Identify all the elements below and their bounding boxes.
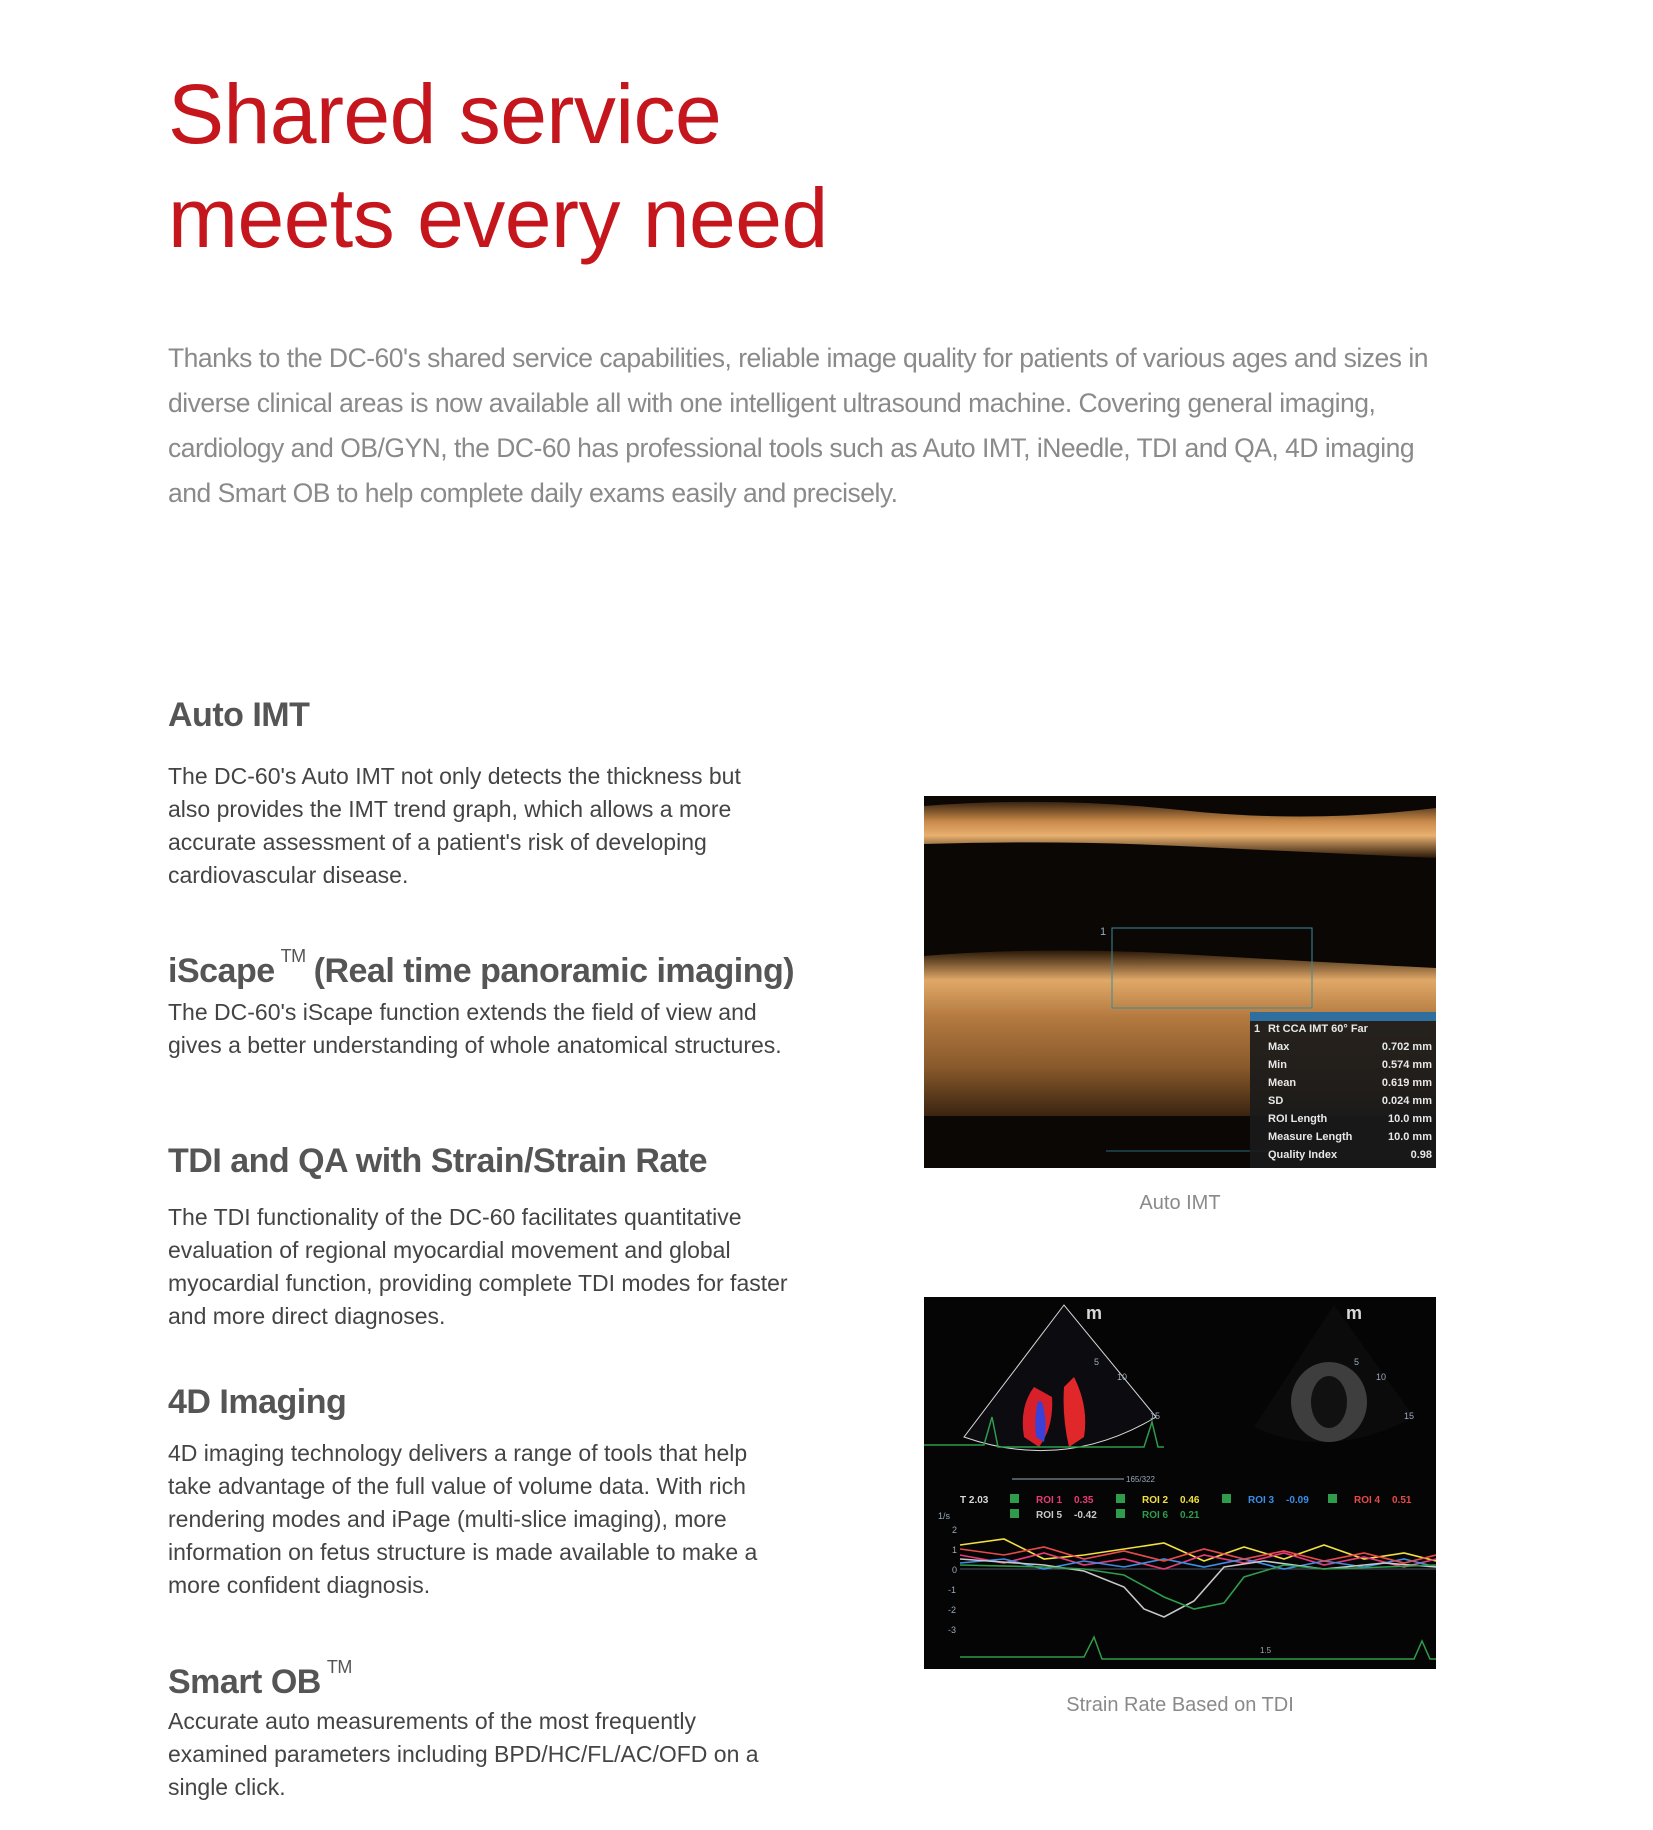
y-tick: 0 <box>952 1565 958 1575</box>
y-tick: 1 <box>952 1545 958 1555</box>
roi-checkbox <box>1010 1509 1019 1518</box>
roi-label: ROI 1 <box>1036 1495 1063 1506</box>
roi-value: 0.46 <box>1180 1495 1200 1506</box>
imt-row-value: 0.619 mm <box>1381 1077 1432 1089</box>
imt-row-label: Measure Length <box>1268 1131 1353 1143</box>
auto-imt-caption: Auto IMT <box>1139 1192 1221 1214</box>
depth-tick: 5 <box>1354 1357 1360 1367</box>
bmode-chamber <box>1311 1376 1347 1428</box>
auto-imt-ultrasound-svg <box>924 796 1436 1168</box>
feature-title-smart-ob <box>168 1645 352 1704</box>
x-tick: 1.5 <box>1260 1646 1272 1655</box>
imt-results-panel <box>1250 1012 1436 1168</box>
feature-subtitle: (Real time panoramic imaging) <box>313 952 795 990</box>
roi-value: -0.42 <box>1074 1510 1097 1521</box>
logo-left: m <box>1086 1303 1103 1323</box>
tdi-caption: Strain Rate Based on TDI <box>1066 1694 1294 1716</box>
t-value: T 2.03 <box>960 1495 989 1506</box>
depth-tick: 5 <box>1094 1357 1100 1367</box>
imt-results-header-bar <box>1250 1012 1436 1021</box>
feature-body-smart-ob: Accurate auto measurements of the most frequently examined parameters including BPD/HC/FL/AC/OFD on a single click. <box>168 1708 759 1800</box>
depth-tick: 15 <box>1404 1411 1415 1421</box>
imt-row-value: 0.98 <box>1410 1149 1432 1161</box>
feature-title-text: iScape <box>168 952 275 990</box>
feature-title-4d-imaging <box>168 1380 346 1424</box>
imt-row-label: Min <box>1268 1059 1287 1071</box>
frame-counter: 165/322 <box>1126 1475 1155 1484</box>
feature-title-tdi-qa <box>168 1139 707 1183</box>
roi-label: ROI 2 <box>1142 1495 1169 1506</box>
imt-row-value: 10.0 mm <box>1387 1113 1432 1125</box>
feature-title-iscape <box>168 934 794 993</box>
logo-right: m <box>1346 1303 1363 1323</box>
feature-body-auto-imt: The DC-60's Auto IMT not only detects the thickness but also provides the IMT trend graph, which allows a more accurate assessment of a patient's risk of developing cardiovascular disease. <box>168 763 741 888</box>
depth-tick: 15 <box>1150 1411 1161 1421</box>
tdi-strain-rate-svg <box>924 1297 1436 1669</box>
imt-row-value: 0.574 mm <box>1381 1059 1432 1071</box>
roi-marker: 1 <box>1100 926 1107 938</box>
imt-row-label: SD <box>1268 1095 1284 1107</box>
y-tick: 2 <box>952 1525 958 1535</box>
title-line-2: meets every need <box>168 171 828 265</box>
title-line-1: Shared service <box>168 67 722 161</box>
roi-value: 0.51 <box>1392 1495 1412 1506</box>
page-title <box>168 62 828 270</box>
feature-body-tdi-qa: The TDI functionality of the DC-60 facilitates quantitative evaluation of regional myocardial movement and global myocardial function, providing complete TDI modes for faster and more direct diagnoses. <box>168 1204 788 1329</box>
y-tick: -1 <box>948 1585 957 1595</box>
roi-label: ROI 3 <box>1248 1495 1275 1506</box>
imt-table-heading: Rt CCA IMT 60° Far <box>1268 1023 1368 1035</box>
imt-row-value: 10.0 mm <box>1387 1131 1432 1143</box>
y-tick: -2 <box>948 1605 957 1615</box>
roi-checkbox <box>1222 1494 1231 1503</box>
imt-row-label: ROI Length <box>1268 1113 1328 1125</box>
roi-checkbox <box>1328 1494 1337 1503</box>
feature-title-text: Auto IMT <box>168 696 310 734</box>
roi-checkbox <box>1116 1494 1125 1503</box>
feature-body-iscape: The DC-60's iScape function extends the field of view and gives a better understanding of whole anatomical structures. <box>168 999 782 1058</box>
imt-row-label: Mean <box>1268 1077 1297 1089</box>
roi-label: ROI 6 <box>1142 1510 1169 1521</box>
feature-title-text: Smart OB <box>168 1663 321 1701</box>
imt-row-label: Quality Index <box>1268 1149 1338 1161</box>
auto-imt-image <box>924 796 1436 1168</box>
imt-row-value: 0.024 mm <box>1381 1095 1432 1107</box>
feature-title-auto-imt <box>168 693 309 737</box>
imt-table-index: 1 <box>1254 1023 1261 1035</box>
roi-label: ROI 5 <box>1036 1510 1063 1521</box>
y-tick: -3 <box>948 1625 957 1635</box>
y-axis-unit: 1/s <box>938 1511 951 1521</box>
imt-row-value: 0.702 mm <box>1381 1041 1432 1053</box>
roi-checkbox <box>1010 1494 1019 1503</box>
trademark-mark: TM <box>280 946 306 966</box>
roi-label: ROI 4 <box>1354 1495 1381 1506</box>
feature-title-text: TDI and QA with Strain/Strain Rate <box>168 1142 708 1180</box>
roi-value: -0.09 <box>1286 1495 1309 1506</box>
depth-tick: 10 <box>1117 1372 1128 1382</box>
imt-row-label: Max <box>1268 1041 1290 1053</box>
roi-value: 0.21 <box>1180 1510 1200 1521</box>
intro-paragraph: Thanks to the DC-60's shared service capabilities, reliable image quality for patients of various ages and sizes in diverse clinical areas is now available all with one intelligent ultrasound machine. Covering general imaging, cardiology and OB/GYN, the DC-60 has professional tools such as Auto IMT, iNeedle, TDI and QA, 4D imaging and Smart OB to help complete daily exams easily and precisely. <box>168 343 1428 508</box>
depth-tick: 10 <box>1376 1372 1387 1382</box>
roi-checkbox <box>1116 1509 1125 1518</box>
trademark-mark: TM <box>326 1657 352 1677</box>
roi-value: 0.35 <box>1074 1495 1094 1506</box>
feature-body-4d-imaging: 4D imaging technology delivers a range of tools that help take advantage of the full value of volume data. With rich rendering modes and iPage (multi-slice imaging), more information on fetus structure is made available to make a more confident diagnosis. <box>168 1440 758 1598</box>
feature-title-text: 4D Imaging <box>168 1383 347 1421</box>
tdi-strain-rate-image <box>924 1297 1436 1669</box>
